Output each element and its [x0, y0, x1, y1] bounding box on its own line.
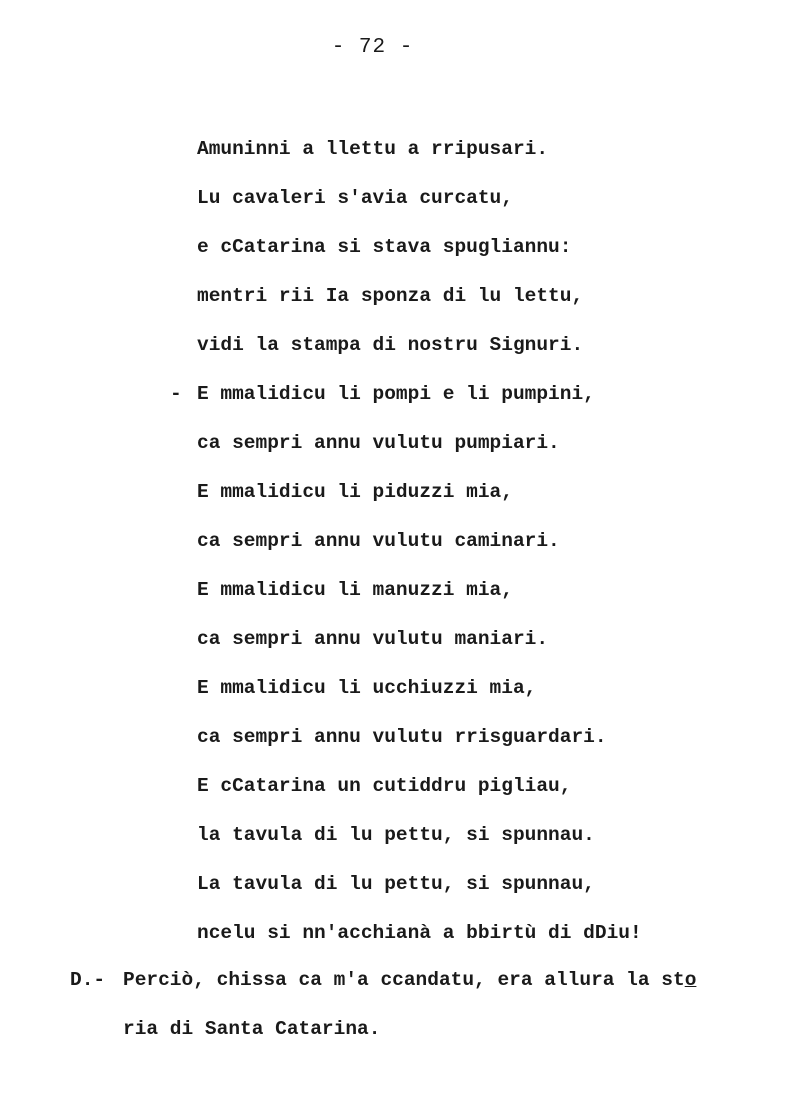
verse-line — [170, 379, 642, 428]
dialogue-line-2: ria di Santa Catarina. — [123, 1018, 381, 1040]
verse-text: Amuninni a llettu a rripusari. — [197, 138, 549, 160]
verse-text: E mmalidicu li ucchiuzzi mia, — [197, 677, 537, 699]
page-number: - 72 - — [331, 36, 414, 59]
verse-line — [197, 869, 642, 918]
verse-text: Lu cavaleri s'avia curcatu, — [197, 187, 513, 209]
verse-text: ncelu si nn'acchianà a bbirtù di dDiu! — [197, 922, 642, 944]
verse-text: mentri rii Ia sponza di lu lettu, — [197, 285, 584, 307]
verse-line — [197, 771, 642, 820]
dialogue-line-1-underlined: o — [684, 969, 697, 991]
dialogue-paragraph — [70, 965, 696, 1044]
verse-text: e cCatarina si stava spugliannu: — [197, 236, 572, 258]
verse-line — [197, 232, 642, 281]
verse-line — [197, 722, 642, 771]
verse-line — [197, 624, 642, 673]
verse-line — [197, 820, 642, 869]
verse-line — [197, 526, 642, 575]
verse-line — [197, 673, 642, 722]
verse-text: ca sempri annu vulutu maniari. — [197, 628, 549, 650]
verse-line — [197, 330, 642, 379]
speaker-label: D.- — [70, 969, 106, 991]
verse-text: E mmalidicu li pompi e li pumpini, — [197, 383, 595, 405]
verse-text: La tavula di lu pettu, si spunnau, — [197, 873, 595, 895]
verse-line — [197, 477, 642, 526]
verse-text: ca sempri annu vulutu rrisguardari. — [197, 726, 607, 748]
verse-text: vidi la stampa di nostru Signuri. — [197, 334, 584, 356]
verse-text: ca sempri annu vulutu pumpiari. — [197, 432, 560, 454]
verse-text: la tavula di lu pettu, si spunnau. — [197, 824, 595, 846]
verse-text: E mmalidicu li manuzzi mia, — [197, 579, 513, 601]
verse-text: E mmalidicu li piduzzi mia, — [197, 481, 513, 503]
verse-line — [197, 428, 642, 477]
verse-line — [197, 918, 642, 967]
verse-line — [197, 575, 642, 624]
verse-text: E cCatarina un cutiddru pigliau, — [197, 775, 572, 797]
dialogue-line-1 — [123, 969, 696, 991]
verse-block — [170, 134, 642, 967]
verse-text: ca sempri annu vulutu caminari. — [197, 530, 560, 552]
speaker-dash-marker: - — [170, 383, 182, 405]
dialogue-line-1-text: Perciò, chissa ca m'a ccandatu, era allura la st — [123, 969, 685, 991]
verse-line — [197, 134, 642, 183]
verse-line — [197, 281, 642, 330]
verse-line — [197, 183, 642, 232]
